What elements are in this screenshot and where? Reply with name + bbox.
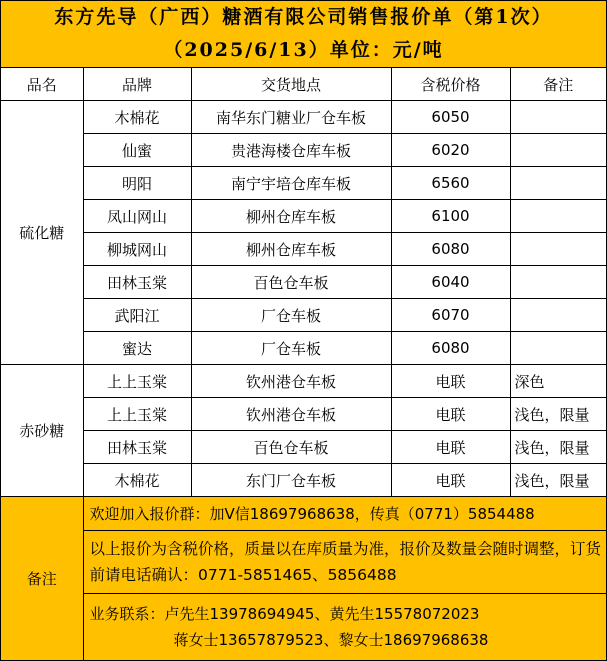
table-row: [1, 398, 606, 431]
table-row: [1, 299, 606, 332]
brand-cell: 木棉花: [83, 101, 191, 134]
brand-cell: 上上玉棠: [83, 365, 191, 398]
price-cell: 电联: [391, 464, 510, 497]
table-row: [1, 134, 606, 167]
table-row: [1, 431, 606, 464]
location-cell: 东门厂仓车板: [191, 464, 391, 497]
brand-cell: 明阳: [83, 167, 191, 200]
table-row: [1, 233, 606, 266]
price-cell: 6040: [391, 266, 510, 299]
price-table: [1, 68, 606, 497]
price-cell: 6050: [391, 101, 510, 134]
price-cell: 电联: [391, 365, 510, 398]
product-name-cell: 硫化糖: [1, 101, 83, 365]
header-row: [1, 68, 606, 101]
price-cell: 6080: [391, 233, 510, 266]
price-cell: 6070: [391, 299, 510, 332]
location-cell: 钦州港仓车板: [191, 398, 391, 431]
brand-cell: 仙蜜: [83, 134, 191, 167]
price-cell: 6560: [391, 167, 510, 200]
note-cell: [510, 266, 606, 299]
product-name-cell: 赤砂糖: [1, 365, 83, 497]
sheet-title: 东方先导（广西）糖酒有限公司销售报价单（第1次）: [54, 6, 553, 28]
note-cell: [510, 167, 606, 200]
notes-row-1: [1, 497, 606, 531]
note-cell: [510, 101, 606, 134]
notes-label: 备注: [1, 497, 83, 661]
note-cell: 深色: [510, 365, 606, 398]
header-cell-brand: 品牌: [83, 68, 191, 101]
notes-row-3: [1, 594, 606, 661]
brand-cell: 上上玉棠: [83, 398, 191, 431]
location-cell: 贵港海楼仓库车板: [191, 134, 391, 167]
brand-cell: 蜜达: [83, 332, 191, 365]
header-cell-price: 含税价格: [391, 68, 510, 101]
table-row: [1, 266, 606, 299]
location-cell: 柳州仓库车板: [191, 233, 391, 266]
location-cell: 柳州仓库车板: [191, 200, 391, 233]
note-cell: [510, 134, 606, 167]
note-cell: [510, 332, 606, 365]
price-cell: 6080: [391, 332, 510, 365]
note-cell: [510, 299, 606, 332]
notes-contacts-b: 蒋女士13657879523、黎女士18697968638: [173, 631, 489, 649]
note-cell: 浅色，限量: [510, 464, 606, 497]
header-cell-product: 品名: [1, 68, 83, 101]
brand-cell: 田林玉棠: [83, 431, 191, 464]
note-cell: 浅色，限量: [510, 431, 606, 464]
table-row: [1, 200, 606, 233]
brand-cell: 武阳江: [83, 299, 191, 332]
note-cell: [510, 233, 606, 266]
notes-table: [1, 497, 606, 661]
header-cell-location: 交货地点: [191, 68, 391, 101]
price-cell: 6100: [391, 200, 510, 233]
brand-cell: 木棉花: [83, 464, 191, 497]
location-cell: 厂仓车板: [191, 332, 391, 365]
brand-cell: 柳城网山: [83, 233, 191, 266]
table-row: [1, 464, 606, 497]
brand-cell: 凤山网山: [83, 200, 191, 233]
notes-line-1: 欢迎加入报价群：加V信18697968638，传真（0771）5854488: [83, 497, 606, 531]
sheet-subtitle: （2025/6/13）单位：元/吨: [163, 39, 444, 61]
location-cell: 南华东门糖业厂仓车板: [191, 101, 391, 134]
title-block: [1, 1, 606, 68]
notes-contacts-a: 业务联系：卢先生13978694945、黄先生15578072023: [89, 605, 480, 623]
table-row: [1, 365, 606, 398]
location-cell: 厂仓车板: [191, 299, 391, 332]
note-cell: 浅色，限量: [510, 398, 606, 431]
location-cell: 百色仓车板: [191, 266, 391, 299]
table-row: [1, 167, 606, 200]
notes-line-2: 以上报价为含税价格，质量以在库质量为准，报价及数量会随时调整，订货前请电话确认：0771-5851465、5856488: [83, 531, 606, 594]
location-cell: 南宁宇培仓库车板: [191, 167, 391, 200]
price-cell: 电联: [391, 398, 510, 431]
brand-cell: 田林玉棠: [83, 266, 191, 299]
location-cell: 百色仓车板: [191, 431, 391, 464]
price-cell: 电联: [391, 431, 510, 464]
table-row: [1, 101, 606, 134]
price-cell: 6020: [391, 134, 510, 167]
note-cell: [510, 200, 606, 233]
table-row: [1, 332, 606, 365]
location-cell: 钦州港仓车板: [191, 365, 391, 398]
header-cell-note: 备注: [510, 68, 606, 101]
notes-row-2: [1, 531, 606, 594]
